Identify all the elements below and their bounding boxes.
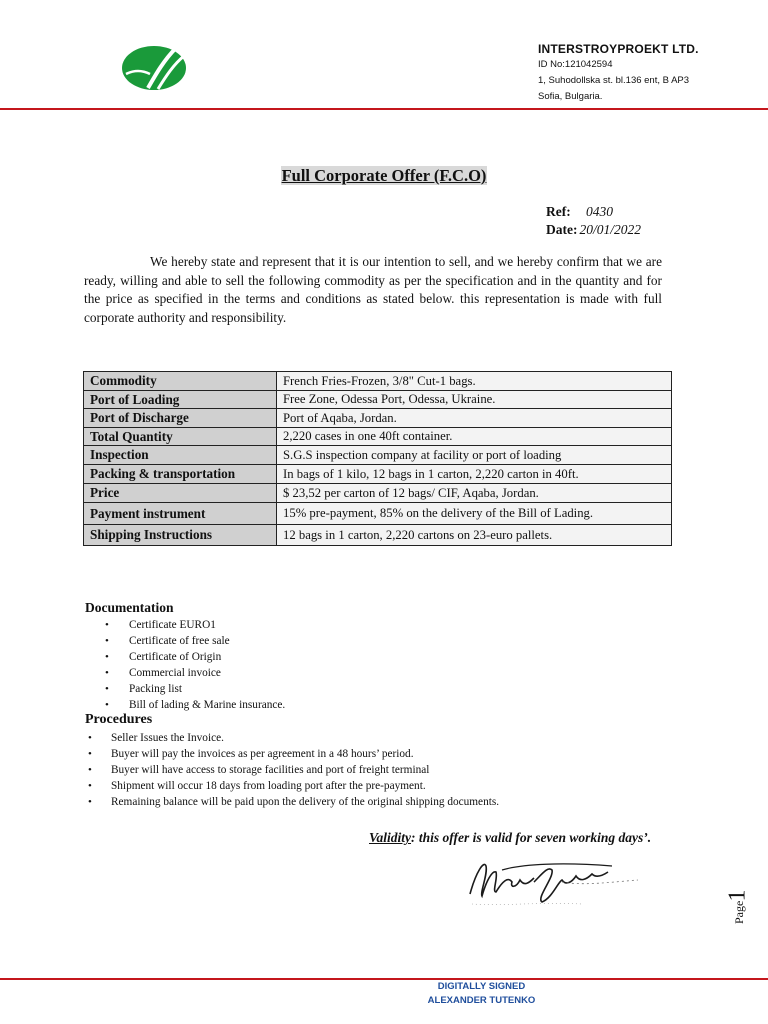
table-row — [84, 484, 672, 503]
list-item: • Remaining balance will be paid upon the delivery of the original shipping documents. — [88, 794, 499, 810]
spec-value: 12 bags in 1 carton, 2,220 cartons on 23-euro pallets. — [277, 525, 672, 546]
list-item: • Commercial invoice — [105, 665, 285, 681]
digitally-signed-label: DIGITALLY SIGNED — [437, 981, 526, 992]
table-row — [84, 525, 672, 546]
page-label: Page — [732, 900, 746, 924]
reference-block — [546, 203, 641, 239]
page-number-value: 1 — [724, 889, 751, 902]
table-row — [84, 446, 672, 465]
list-item: • Bill of lading & Marine insurance. — [105, 697, 285, 713]
company-address-line-2: Sofia, Bulgaria. — [538, 91, 603, 102]
spec-key: Payment instrument — [84, 503, 277, 525]
spec-key: Total Quantity — [84, 428, 277, 446]
spec-value: $ 23,52 per carton of 12 bags/ CIF, Aqaba, Jordan. — [277, 484, 672, 503]
company-logo-icon — [120, 44, 188, 92]
procedures-list — [88, 730, 499, 810]
validity-text: : this offer is valid for seven working days’. — [411, 830, 652, 845]
list-item: • Seller Issues the Invoice. — [88, 730, 499, 746]
validity-label: Validity — [369, 830, 412, 845]
page-number — [722, 880, 768, 930]
spec-key: Price — [84, 484, 277, 503]
document-title — [0, 166, 768, 186]
document-title-text: Full Corporate Offer (F.C.O) — [281, 166, 487, 185]
spec-key: Port of Loading — [84, 391, 277, 409]
spec-value: French Fries-Frozen, 3/8" Cut-1 bags. — [277, 372, 672, 391]
specification-table — [83, 371, 672, 546]
table-row — [84, 465, 672, 484]
table-row — [84, 503, 672, 525]
spec-value: 15% pre-payment, 85% on the delivery of the Bill of Lading. — [277, 503, 672, 525]
header-divider — [0, 108, 768, 110]
intro-paragraph: We hereby state and represent that it is our intention to sell, and we hereby confirm that we are ready, willing and able to sell the following commodity as per the specification and in the quantity and for the price as specified in the terms and conditions as stated below. this representation is made with full corporate authority and responsibility. — [84, 254, 662, 325]
documentation-list — [105, 617, 285, 713]
spec-value: S.G.S inspection company at facility or port of loading — [277, 446, 672, 465]
list-item: • Packing list — [105, 681, 285, 697]
list-item: • Certificate of Origin — [105, 649, 285, 665]
ref-label: Ref: — [546, 204, 571, 219]
spec-key: Inspection — [84, 446, 277, 465]
table-row — [84, 372, 672, 391]
spec-key: Packing & transportation — [84, 465, 277, 484]
date-value: 20/01/2022 — [579, 222, 641, 237]
documentation-heading: Documentation — [85, 600, 174, 615]
list-item: • Buyer will pay the invoices as per agreement in a 48 hours’ period. — [88, 746, 499, 762]
spec-value: 2,220 cases in one 40ft container. — [277, 428, 672, 446]
date-label: Date: — [546, 222, 578, 237]
company-address-line-1: 1, Suhodollska st. bl.136 ent, B AP3 — [538, 75, 690, 86]
table-row — [84, 428, 672, 446]
ref-value: 0430 — [586, 204, 613, 219]
table-row — [84, 409, 672, 428]
spec-key: Port of Discharge — [84, 409, 277, 428]
procedures-heading: Procedures — [85, 712, 153, 727]
list-item: • Certificate of free sale — [105, 633, 285, 649]
digital-signature-note — [0, 980, 768, 1008]
validity-statement — [369, 830, 651, 846]
signer-name: ALEXANDER TUTENKO — [427, 995, 536, 1006]
spec-value: Free Zone, Odessa Port, Odessa, Ukraine. — [277, 391, 672, 409]
company-id: ID No:121042594 — [538, 59, 613, 70]
company-info — [538, 41, 699, 105]
handwritten-signature-icon — [462, 852, 642, 910]
list-item: • Shipment will occur 18 days from loading port after the pre-payment. — [88, 778, 499, 794]
company-name: INTERSTROYPROEKT LTD. — [538, 42, 699, 56]
list-item: • Certificate EURO1 — [105, 617, 285, 633]
spec-value: Port of Aqaba, Jordan. — [277, 409, 672, 428]
table-row — [84, 391, 672, 409]
spec-key: Commodity — [84, 372, 277, 391]
spec-value: In bags of 1 kilo, 12 bags in 1 carton, 2,220 carton in 40ft. — [277, 465, 672, 484]
spec-key: Shipping Instructions — [84, 525, 277, 546]
list-item: • Buyer will have access to storage facilities and port of freight terminal — [88, 762, 499, 778]
